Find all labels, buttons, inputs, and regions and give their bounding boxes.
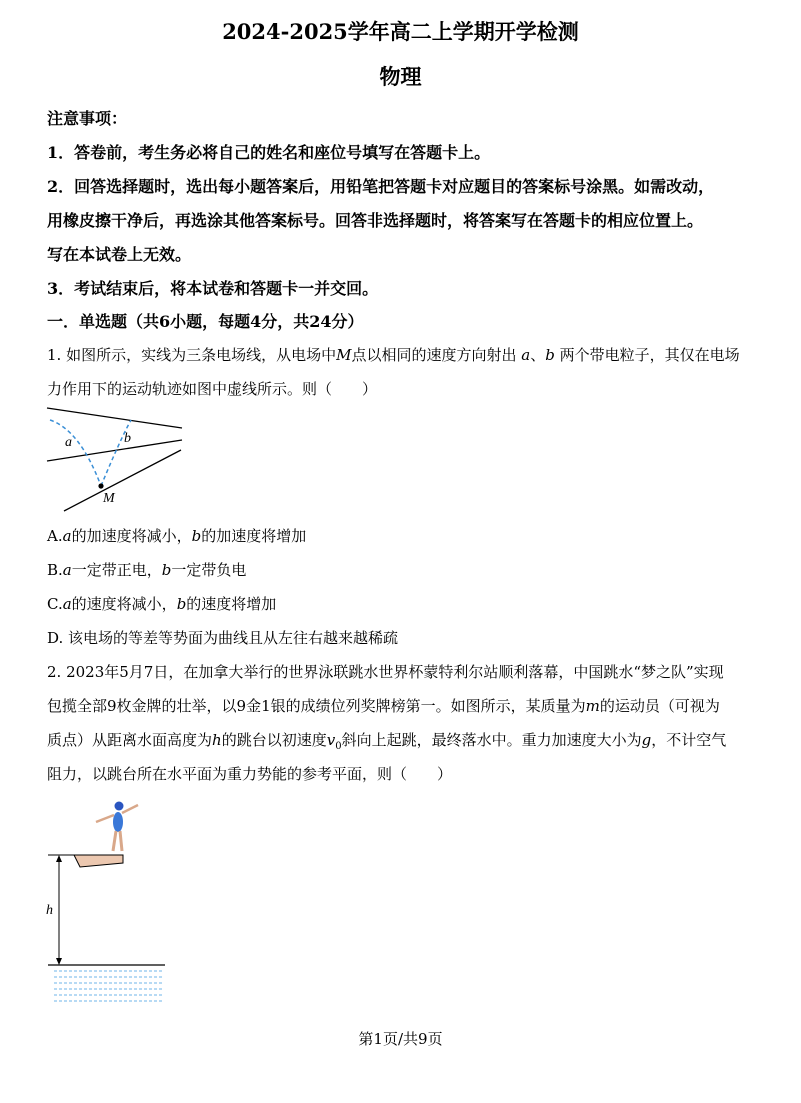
page-footer: 第1页/共9页 xyxy=(358,1030,443,1048)
option-text: 的速度将增加 xyxy=(186,595,277,613)
label-a: a xyxy=(65,435,72,450)
label-b: b xyxy=(124,431,131,446)
q1-option-c xyxy=(47,593,759,614)
q2-figure xyxy=(40,795,180,1010)
q1-text: 两个带电粒子，其仅在电场 xyxy=(559,346,740,364)
q2-stem-line-1: 2. 2023年5月7日，在加拿大举行的世界泳联跳水世界杯蒙特利尔站顺利落幕，中国跳水“梦之队”实现 xyxy=(47,663,724,681)
option-var-a: a xyxy=(62,527,72,545)
q1-var-M: M xyxy=(336,346,352,364)
q2-text: 包揽全部9枚金牌的壮举，以9金1银的成绩位列奖牌榜第一。如图所示，某质量为 xyxy=(47,697,586,715)
q1-text: 点以相同的速度方向射出 xyxy=(351,346,517,364)
subject-title: 物理 xyxy=(379,64,422,89)
trajectory-b xyxy=(101,420,131,486)
notice-item-2-line-3: 写在本试卷上无效。 xyxy=(47,245,192,264)
q2-var-v: v xyxy=(326,731,336,749)
option-text: 的加速度将增加 xyxy=(201,527,307,545)
label-M: M xyxy=(103,491,115,506)
q2-text: ，不计空气 xyxy=(651,731,727,749)
q2-text: 的运动员（可视为 xyxy=(599,697,720,715)
q1-text: 1. 如图所示，实线为三条电场线，从电场中 xyxy=(47,346,337,364)
notice-heading: 注意事项： xyxy=(47,109,128,128)
option-text: 的加速度将减小， xyxy=(71,527,192,545)
diver-figure xyxy=(96,802,138,852)
option-label: C. xyxy=(47,595,63,613)
notice-item-2-line-1: 2．回答选择题时，选出每小题答案后，用铅笔把答题卡对应题目的答案标号涂黑。如需改动， xyxy=(47,177,715,196)
q1-figure xyxy=(40,400,190,516)
q2-stem-line-3 xyxy=(47,729,759,752)
notice-item-1: 1．答卷前，考生务必将自己的姓名和座位号填写在答题卡上。 xyxy=(47,143,491,162)
option-label: B. xyxy=(47,561,63,579)
point-M xyxy=(98,483,103,488)
q1-option-b xyxy=(47,559,759,580)
q1-var-b: b xyxy=(545,346,555,364)
option-var-a: a xyxy=(62,561,72,579)
option-text: 一定带负电 xyxy=(171,561,247,579)
q2-text: 质点）从距离水面高度为 xyxy=(47,731,213,749)
option-text: 的速度将减小， xyxy=(71,595,177,613)
q1-text: 、 xyxy=(530,346,546,364)
water xyxy=(54,971,164,1001)
diving-platform xyxy=(74,855,123,867)
option-label: A. xyxy=(47,527,63,545)
option-var-b: b xyxy=(161,561,172,579)
option-text: 一定带正电， xyxy=(71,561,162,579)
option-var-b: b xyxy=(176,595,187,613)
q1-stem-line-1 xyxy=(47,344,759,365)
q2-text: 斜向上起跳，最终落水中。重力加速度大小为 xyxy=(341,731,642,749)
q2-stem-line-2 xyxy=(47,695,759,716)
trajectory-a xyxy=(50,420,101,486)
option-var-b: b xyxy=(191,527,202,545)
q1-option-a xyxy=(47,525,759,546)
notice-item-2-line-2: 用橡皮擦干净后，再选涂其他答案标号。回答非选择题时，将答案写在答题卡的相应位置上。 xyxy=(47,211,704,230)
q1-option-d: D. 该电场的等差等势面为曲线且从左往右越来越稀疏 xyxy=(47,629,399,647)
field-line-bottom xyxy=(64,450,181,511)
notice-item-3: 3．考试结束后，将本试卷和答题卡一并交回。 xyxy=(47,279,379,298)
q1-stem-line-2: 力作用下的运动轨迹如图中虚线所示。则（ ） xyxy=(47,380,378,398)
q2-var-v-subscript: 0 xyxy=(335,741,342,752)
exam-title: 2024-2025学年高二上学期开学检测 xyxy=(222,19,579,44)
field-line-top xyxy=(47,408,182,428)
q2-var-h: h xyxy=(212,731,222,749)
q1-var-a: a xyxy=(521,346,531,364)
label-h: h xyxy=(46,903,53,918)
q2-var-m: m xyxy=(585,697,600,715)
q2-stem-line-4: 阻力，以跳台所在水平面为重力势能的参考平面，则（ ） xyxy=(47,765,453,783)
section-heading: 一．单选题（共6小题，每题4分，共24分） xyxy=(47,312,364,331)
q2-var-g: g xyxy=(641,731,652,749)
arrow-head-up xyxy=(56,855,62,862)
arrow-head-down xyxy=(56,958,62,965)
q2-text: 的跳台以初速度 xyxy=(221,731,327,749)
option-var-a: a xyxy=(62,595,72,613)
